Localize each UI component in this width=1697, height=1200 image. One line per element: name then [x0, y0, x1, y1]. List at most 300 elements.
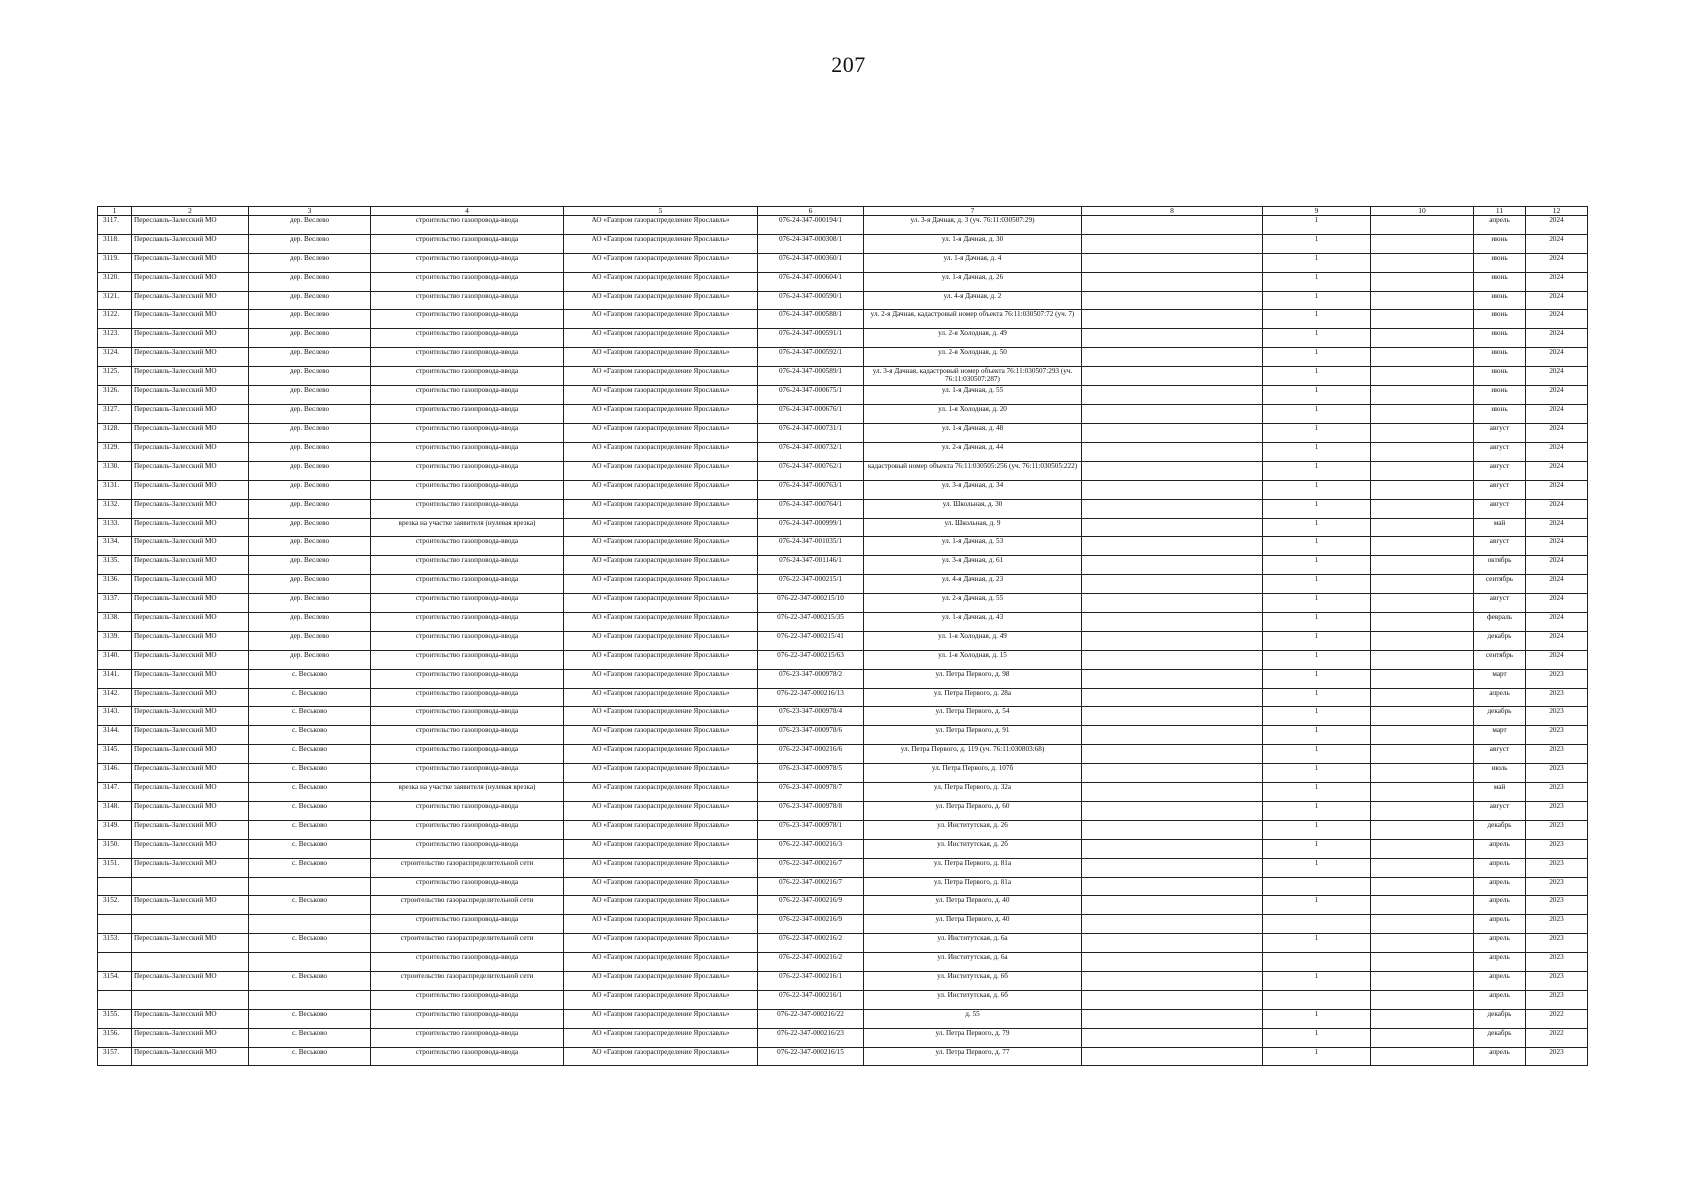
- row-number: 3118.: [98, 234, 132, 253]
- organization-cell: АО «Газпром газораспределение Ярославль»: [564, 386, 758, 405]
- district-cell: Переславль-Залесский МО: [132, 272, 249, 291]
- address-cell: ул. Петра Первого, д. 77: [864, 1047, 1082, 1066]
- column-8-cell: [1082, 953, 1263, 972]
- table-row: [98, 783, 1588, 802]
- column-10-cell: [1371, 990, 1474, 1009]
- organization-cell: АО «Газпром газораспределение Ярославль»: [564, 575, 758, 594]
- column-10-cell: [1371, 726, 1474, 745]
- month-cell: август: [1474, 442, 1526, 461]
- work-type-cell: строительство газопровода-ввода: [371, 745, 564, 764]
- year-cell: 2022: [1526, 1009, 1588, 1028]
- month-cell: март: [1474, 669, 1526, 688]
- column-8-cell: [1082, 216, 1263, 235]
- column-8-cell: [1082, 575, 1263, 594]
- application-code-cell: 076-24-347-000999/1: [758, 518, 864, 537]
- work-type-cell: строительство газопровода-ввода: [371, 234, 564, 253]
- work-type-cell: строительство газораспределительной сети: [371, 896, 564, 915]
- column-8-cell: [1082, 1009, 1263, 1028]
- work-type-cell: строительство газопровода-ввода: [371, 801, 564, 820]
- settlement-cell: с. Веськово: [249, 669, 371, 688]
- address-cell: ул. 1-я Холодная, д. 15: [864, 650, 1082, 669]
- month-cell: август: [1474, 480, 1526, 499]
- column-8-cell: [1082, 915, 1263, 934]
- address-cell: ул. 4-я Дачная, д. 23: [864, 575, 1082, 594]
- row-number: 3147.: [98, 783, 132, 802]
- district-cell: Переславль-Залесский МО: [132, 556, 249, 575]
- settlement-cell: с. Веськово: [249, 726, 371, 745]
- column-10-cell: [1371, 669, 1474, 688]
- table-row: [98, 575, 1588, 594]
- year-cell: 2023: [1526, 877, 1588, 896]
- application-code-cell: 076-23-347-000978/6: [758, 726, 864, 745]
- month-cell: август: [1474, 461, 1526, 480]
- column-8-cell: [1082, 650, 1263, 669]
- application-code-cell: 076-24-347-000604/1: [758, 272, 864, 291]
- column-8-cell: [1082, 990, 1263, 1009]
- organization-cell: АО «Газпром газораспределение Ярославль»: [564, 820, 758, 839]
- year-cell: 2024: [1526, 310, 1588, 329]
- work-type-cell: строительство газопровода-ввода: [371, 386, 564, 405]
- quantity-cell: 1: [1263, 669, 1371, 688]
- column-8-cell: [1082, 253, 1263, 272]
- year-cell: 2024: [1526, 424, 1588, 443]
- district-cell: Переславль-Залесский МО: [132, 367, 249, 386]
- column-header: 4: [371, 207, 564, 216]
- column-10-cell: [1371, 234, 1474, 253]
- column-10-cell: [1371, 594, 1474, 613]
- organization-cell: АО «Газпром газораспределение Ярославль»: [564, 669, 758, 688]
- quantity-cell: 1: [1263, 971, 1371, 990]
- work-type-cell: строительство газопровода-ввода: [371, 990, 564, 1009]
- address-cell: ул. 1-я Дачная, д. 30: [864, 234, 1082, 253]
- row-number: [98, 915, 132, 934]
- address-cell: ул. Петра Первого, д. 119 (уч. 76:11:030803:68): [864, 745, 1082, 764]
- work-type-cell: строительство газораспределительной сети: [371, 934, 564, 953]
- settlement-cell: с. Веськово: [249, 1028, 371, 1047]
- column-10-cell: [1371, 707, 1474, 726]
- work-type-cell: строительство газопровода-ввода: [371, 915, 564, 934]
- table-row: [98, 310, 1588, 329]
- row-number: 3119.: [98, 253, 132, 272]
- column-8-cell: [1082, 518, 1263, 537]
- organization-cell: АО «Газпром газораспределение Ярославль»: [564, 272, 758, 291]
- organization-cell: АО «Газпром газораспределение Ярославль»: [564, 858, 758, 877]
- year-cell: 2024: [1526, 594, 1588, 613]
- quantity-cell: [1263, 877, 1371, 896]
- address-cell: кадастровый номер объекта 76:11:030505:256 (уч. 76:11:030505:222): [864, 461, 1082, 480]
- application-code-cell: 076-23-347-000978/7: [758, 783, 864, 802]
- column-8-cell: [1082, 499, 1263, 518]
- month-cell: декабрь: [1474, 1009, 1526, 1028]
- table-row: [98, 424, 1588, 443]
- application-code-cell: 076-24-347-000676/1: [758, 405, 864, 424]
- column-10-cell: [1371, 971, 1474, 990]
- column-10-cell: [1371, 461, 1474, 480]
- settlement-cell: дер. Веслево: [249, 556, 371, 575]
- organization-cell: АО «Газпром газораспределение Ярославль»: [564, 839, 758, 858]
- address-cell: ул. 2-я Холодная, д. 50: [864, 348, 1082, 367]
- year-cell: 2024: [1526, 631, 1588, 650]
- year-cell: 2023: [1526, 915, 1588, 934]
- table-row: [98, 896, 1588, 915]
- column-10-cell: [1371, 499, 1474, 518]
- column-10-cell: [1371, 631, 1474, 650]
- year-cell: 2024: [1526, 216, 1588, 235]
- month-cell: апрель: [1474, 934, 1526, 953]
- address-cell: ул. Институтская, д. 6а: [864, 953, 1082, 972]
- year-cell: 2024: [1526, 442, 1588, 461]
- address-cell: ул. Институтская, д. 6б: [864, 971, 1082, 990]
- settlement-cell: дер. Веслево: [249, 291, 371, 310]
- address-cell: ул. 3-я Дачная, д. 34: [864, 480, 1082, 499]
- table-row: [98, 367, 1588, 386]
- month-cell: июнь: [1474, 310, 1526, 329]
- application-code-cell: 076-22-347-000216/2: [758, 953, 864, 972]
- row-number: 3157.: [98, 1047, 132, 1066]
- table-row: [98, 613, 1588, 632]
- quantity-cell: 1: [1263, 329, 1371, 348]
- district-cell: Переславль-Залесский МО: [132, 1047, 249, 1066]
- settlement-cell: дер. Веслево: [249, 442, 371, 461]
- application-code-cell: 076-24-347-000675/1: [758, 386, 864, 405]
- column-8-cell: [1082, 310, 1263, 329]
- table-row: [98, 688, 1588, 707]
- application-code-cell: 076-24-347-001146/1: [758, 556, 864, 575]
- column-10-cell: [1371, 688, 1474, 707]
- quantity-cell: 1: [1263, 499, 1371, 518]
- column-8-cell: [1082, 367, 1263, 386]
- table-row: [98, 594, 1588, 613]
- address-cell: ул. 2-я Дачная, д. 44: [864, 442, 1082, 461]
- row-number: 3136.: [98, 575, 132, 594]
- table-row: [98, 386, 1588, 405]
- quantity-cell: 1: [1263, 801, 1371, 820]
- column-10-cell: [1371, 1028, 1474, 1047]
- work-type-cell: строительство газопровода-ввода: [371, 253, 564, 272]
- quantity-cell: [1263, 915, 1371, 934]
- month-cell: август: [1474, 537, 1526, 556]
- column-10-cell: [1371, 783, 1474, 802]
- district-cell: Переславль-Залесский МО: [132, 310, 249, 329]
- row-number: 3132.: [98, 499, 132, 518]
- year-cell: 2024: [1526, 518, 1588, 537]
- year-cell: 2024: [1526, 537, 1588, 556]
- table-row: [98, 291, 1588, 310]
- work-type-cell: строительство газопровода-ввода: [371, 613, 564, 632]
- address-cell: ул. 1-я Дачная, д. 53: [864, 537, 1082, 556]
- quantity-cell: 1: [1263, 858, 1371, 877]
- column-10-cell: [1371, 934, 1474, 953]
- organization-cell: АО «Газпром газораспределение Ярославль»: [564, 650, 758, 669]
- quantity-cell: 1: [1263, 253, 1371, 272]
- district-cell: Переславль-Залесский МО: [132, 839, 249, 858]
- application-code-cell: 076-24-347-000194/1: [758, 216, 864, 235]
- district-cell: Переславль-Залесский МО: [132, 480, 249, 499]
- application-code-cell: 076-23-347-000978/2: [758, 669, 864, 688]
- row-number: 3128.: [98, 424, 132, 443]
- year-cell: 2023: [1526, 820, 1588, 839]
- column-10-cell: [1371, 272, 1474, 291]
- column-10-cell: [1371, 405, 1474, 424]
- year-cell: 2023: [1526, 688, 1588, 707]
- district-cell: Переславль-Залесский МО: [132, 424, 249, 443]
- district-cell: Переславль-Залесский МО: [132, 820, 249, 839]
- month-cell: июнь: [1474, 234, 1526, 253]
- quantity-cell: 1: [1263, 1009, 1371, 1028]
- district-cell: Переславль-Залесский МО: [132, 783, 249, 802]
- year-cell: 2023: [1526, 934, 1588, 953]
- column-8-cell: [1082, 669, 1263, 688]
- column-8-cell: [1082, 745, 1263, 764]
- table-row: [98, 915, 1588, 934]
- organization-cell: АО «Газпром газораспределение Ярославль»: [564, 518, 758, 537]
- application-code-cell: 076-24-347-000764/1: [758, 499, 864, 518]
- month-cell: декабрь: [1474, 1028, 1526, 1047]
- column-8-cell: [1082, 631, 1263, 650]
- work-type-cell: строительство газопровода-ввода: [371, 953, 564, 972]
- row-number: 3144.: [98, 726, 132, 745]
- district-cell: Переславль-Залесский МО: [132, 858, 249, 877]
- organization-cell: АО «Газпром газораспределение Ярославль»: [564, 424, 758, 443]
- column-number-row: [98, 207, 1588, 216]
- year-cell: 2024: [1526, 499, 1588, 518]
- application-code-cell: 076-22-347-000215/63: [758, 650, 864, 669]
- district-cell: Переславль-Залесский МО: [132, 801, 249, 820]
- month-cell: июнь: [1474, 291, 1526, 310]
- month-cell: апрель: [1474, 839, 1526, 858]
- address-cell: ул. 1-я Дачная, д. 48: [864, 424, 1082, 443]
- row-number: 3145.: [98, 745, 132, 764]
- work-type-cell: строительство газопровода-ввода: [371, 726, 564, 745]
- district-cell: [132, 990, 249, 1009]
- row-number: 3134.: [98, 537, 132, 556]
- organization-cell: АО «Газпром газораспределение Ярославль»: [564, 1047, 758, 1066]
- row-number: 3153.: [98, 934, 132, 953]
- work-type-cell: строительство газораспределительной сети: [371, 971, 564, 990]
- column-8-cell: [1082, 896, 1263, 915]
- month-cell: июнь: [1474, 367, 1526, 386]
- address-cell: ул. Петра Первого, д. 81а: [864, 877, 1082, 896]
- application-code-cell: 076-24-347-000763/1: [758, 480, 864, 499]
- row-number: [98, 877, 132, 896]
- row-number: 3156.: [98, 1028, 132, 1047]
- table-row: [98, 1009, 1588, 1028]
- organization-cell: АО «Газпром газораспределение Ярославль»: [564, 556, 758, 575]
- quantity-cell: 1: [1263, 480, 1371, 499]
- settlement-cell: дер. Веслево: [249, 253, 371, 272]
- work-type-cell: строительство газопровода-ввода: [371, 631, 564, 650]
- month-cell: август: [1474, 424, 1526, 443]
- work-type-cell: строительство газопровода-ввода: [371, 1028, 564, 1047]
- quantity-cell: 1: [1263, 726, 1371, 745]
- month-cell: апрель: [1474, 896, 1526, 915]
- column-8-cell: [1082, 234, 1263, 253]
- organization-cell: АО «Газпром газораспределение Ярославль»: [564, 613, 758, 632]
- address-cell: ул. 1-я Дачная, д. 26: [864, 272, 1082, 291]
- district-cell: Переславль-Залесский МО: [132, 291, 249, 310]
- column-8-cell: [1082, 594, 1263, 613]
- table-row: [98, 1028, 1588, 1047]
- organization-cell: АО «Газпром газораспределение Ярославль»: [564, 707, 758, 726]
- month-cell: октябрь: [1474, 556, 1526, 575]
- settlement-cell: дер. Веслево: [249, 405, 371, 424]
- application-code-cell: 076-22-347-000216/9: [758, 915, 864, 934]
- row-number: [98, 953, 132, 972]
- organization-cell: АО «Газпром газораспределение Ярославль»: [564, 631, 758, 650]
- row-number: 3126.: [98, 386, 132, 405]
- application-code-cell: 076-22-347-000216/13: [758, 688, 864, 707]
- application-code-cell: 076-23-347-000978/5: [758, 764, 864, 783]
- table-row: [98, 272, 1588, 291]
- work-type-cell: строительство газопровода-ввода: [371, 310, 564, 329]
- quantity-cell: 1: [1263, 594, 1371, 613]
- district-cell: Переславль-Залесский МО: [132, 934, 249, 953]
- district-cell: Переславль-Залесский МО: [132, 253, 249, 272]
- column-10-cell: [1371, 896, 1474, 915]
- registry-body: [98, 216, 1588, 1066]
- address-cell: ул. 1-я Холодная, д. 49: [864, 631, 1082, 650]
- organization-cell: АО «Газпром газораспределение Ярославль»: [564, 726, 758, 745]
- column-10-cell: [1371, 1047, 1474, 1066]
- row-number: 3149.: [98, 820, 132, 839]
- column-8-cell: [1082, 934, 1263, 953]
- column-8-cell: [1082, 556, 1263, 575]
- work-type-cell: строительство газопровода-ввода: [371, 1047, 564, 1066]
- application-code-cell: 076-22-347-000216/9: [758, 896, 864, 915]
- organization-cell: АО «Газпром газораспределение Ярославль»: [564, 745, 758, 764]
- column-8-cell: [1082, 783, 1263, 802]
- address-cell: ул. Институтская, д. 6б: [864, 990, 1082, 1009]
- address-cell: ул. 1-я Дачная, д. 4: [864, 253, 1082, 272]
- settlement-cell: дер. Веслево: [249, 480, 371, 499]
- work-type-cell: строительство газопровода-ввода: [371, 764, 564, 783]
- year-cell: 2023: [1526, 971, 1588, 990]
- district-cell: Переславль-Залесский МО: [132, 442, 249, 461]
- address-cell: ул. Петра Первого, д. 54: [864, 707, 1082, 726]
- work-type-cell: строительство газопровода-ввода: [371, 291, 564, 310]
- year-cell: 2023: [1526, 707, 1588, 726]
- organization-cell: АО «Газпром газораспределение Ярославль»: [564, 915, 758, 934]
- application-code-cell: 076-24-347-000590/1: [758, 291, 864, 310]
- address-cell: ул. 4-я Дачная, д. 2: [864, 291, 1082, 310]
- column-8-cell: [1082, 272, 1263, 291]
- table-row: [98, 764, 1588, 783]
- application-code-cell: 076-22-347-000215/41: [758, 631, 864, 650]
- work-type-cell: строительство газопровода-ввода: [371, 367, 564, 386]
- quantity-cell: 1: [1263, 650, 1371, 669]
- district-cell: Переславль-Залесский МО: [132, 537, 249, 556]
- year-cell: 2024: [1526, 367, 1588, 386]
- address-cell: ул. Петра Первого, д. 98: [864, 669, 1082, 688]
- quantity-cell: 1: [1263, 556, 1371, 575]
- quantity-cell: 1: [1263, 764, 1371, 783]
- year-cell: 2024: [1526, 329, 1588, 348]
- settlement-cell: с. Веськово: [249, 1047, 371, 1066]
- table-row: [98, 707, 1588, 726]
- organization-cell: АО «Газпром газораспределение Ярославль»: [564, 990, 758, 1009]
- month-cell: апрель: [1474, 953, 1526, 972]
- organization-cell: АО «Газпром газораспределение Ярославль»: [564, 253, 758, 272]
- application-code-cell: 076-24-347-000762/1: [758, 461, 864, 480]
- table-row: [98, 234, 1588, 253]
- month-cell: апрель: [1474, 971, 1526, 990]
- organization-cell: АО «Газпром газораспределение Ярославль»: [564, 480, 758, 499]
- district-cell: Переславль-Залесский МО: [132, 348, 249, 367]
- column-10-cell: [1371, 820, 1474, 839]
- application-code-cell: 076-23-347-000978/8: [758, 801, 864, 820]
- settlement-cell: с. Веськово: [249, 820, 371, 839]
- table-row: [98, 480, 1588, 499]
- row-number: 3122.: [98, 310, 132, 329]
- district-cell: Переславль-Залесский МО: [132, 499, 249, 518]
- address-cell: ул. Институтская, д. 2б: [864, 839, 1082, 858]
- organization-cell: АО «Газпром газораспределение Ярославль»: [564, 764, 758, 783]
- column-10-cell: [1371, 877, 1474, 896]
- row-number: 3120.: [98, 272, 132, 291]
- district-cell: [132, 877, 249, 896]
- settlement-cell: с. Веськово: [249, 1009, 371, 1028]
- row-number: 3137.: [98, 594, 132, 613]
- quantity-cell: 1: [1263, 896, 1371, 915]
- address-cell: ул. 1-я Дачная, д. 43: [864, 613, 1082, 632]
- organization-cell: АО «Газпром газораспределение Ярославль»: [564, 1009, 758, 1028]
- table-row: [98, 348, 1588, 367]
- table-row: [98, 971, 1588, 990]
- quantity-cell: 1: [1263, 783, 1371, 802]
- column-8-cell: [1082, 348, 1263, 367]
- month-cell: июнь: [1474, 329, 1526, 348]
- quantity-cell: 1: [1263, 745, 1371, 764]
- district-cell: Переславль-Залесский МО: [132, 764, 249, 783]
- district-cell: Переславль-Залесский МО: [132, 1009, 249, 1028]
- column-header: 9: [1263, 207, 1371, 216]
- column-10-cell: [1371, 613, 1474, 632]
- row-number: 3140.: [98, 650, 132, 669]
- month-cell: апрель: [1474, 990, 1526, 1009]
- month-cell: июль: [1474, 764, 1526, 783]
- table-row: [98, 839, 1588, 858]
- month-cell: июнь: [1474, 253, 1526, 272]
- application-code-cell: 076-22-347-000215/35: [758, 613, 864, 632]
- month-cell: май: [1474, 518, 1526, 537]
- column-10-cell: [1371, 329, 1474, 348]
- application-code-cell: 076-22-347-000216/1: [758, 971, 864, 990]
- quantity-cell: 1: [1263, 688, 1371, 707]
- quantity-cell: 1: [1263, 461, 1371, 480]
- work-type-cell: строительство газопровода-ввода: [371, 556, 564, 575]
- column-8-cell: [1082, 442, 1263, 461]
- table-row: [98, 934, 1588, 953]
- work-type-cell: строительство газопровода-ввода: [371, 839, 564, 858]
- address-cell: ул. 1-я Холодная, д. 20: [864, 405, 1082, 424]
- quantity-cell: 1: [1263, 934, 1371, 953]
- application-code-cell: 076-24-347-000588/1: [758, 310, 864, 329]
- settlement-cell: дер. Веслево: [249, 367, 371, 386]
- row-number: 3127.: [98, 405, 132, 424]
- column-10-cell: [1371, 537, 1474, 556]
- settlement-cell: дер. Веслево: [249, 461, 371, 480]
- table-row: [98, 253, 1588, 272]
- row-number: 3155.: [98, 1009, 132, 1028]
- application-code-cell: 076-22-347-000216/23: [758, 1028, 864, 1047]
- application-code-cell: 076-22-347-000215/10: [758, 594, 864, 613]
- table-row: [98, 650, 1588, 669]
- column-10-cell: [1371, 839, 1474, 858]
- table-row: [98, 858, 1588, 877]
- work-type-cell: строительство газопровода-ввода: [371, 707, 564, 726]
- application-code-cell: 076-22-347-000216/7: [758, 858, 864, 877]
- table-row: [98, 669, 1588, 688]
